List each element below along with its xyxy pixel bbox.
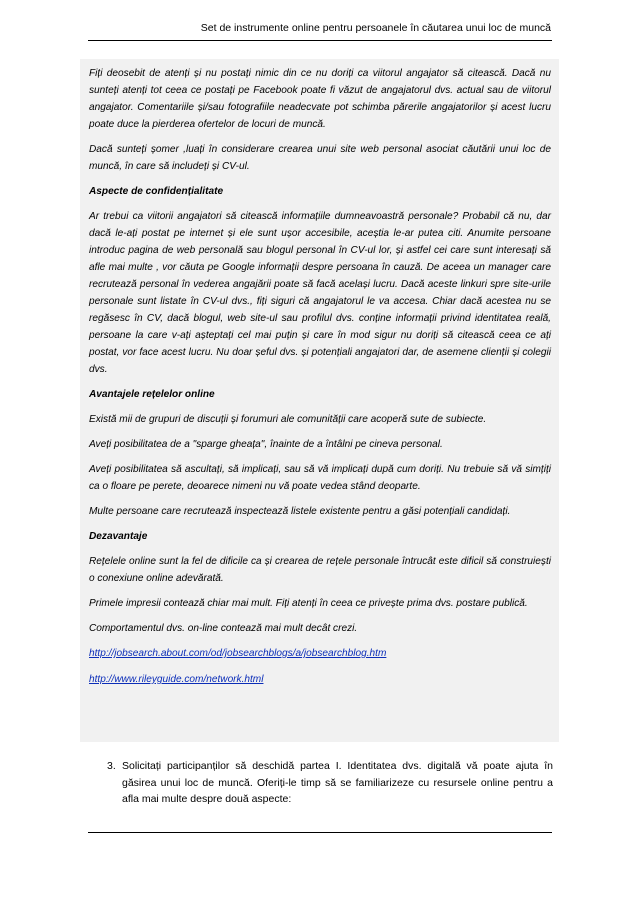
paragraph-privacy: Ar trebui ca viitorii angajatori să citească informațiile dumneavoastră personale? Probabil că nu, dar dacă le-ați postat pe internet și ele sunt ușor accesibile, aceștia le-ar putea citi. Anumite persoane introduc pagina de web personală sau blogul personal în CV-ul lor, și astfel cei care sunt interesați să afle mai multe , vor căuta pe Google informații despre persoana în cauză. De aceea un manager care recrutează personal în vederea angajării poate să facă același lucru. Dacă aceste linkuri spre site-urile personale sunt listate în CV-ul dvs., fiți siguri că angajatorul le va accesa. Chiar dacă acestea nu se regăsesc în CV, dacă blogul, web site-ul sau profilul dvs. conține informații privind identitatea reală, persoane la care v-ați așteptați cel mai puțin și care în mod sigur nu doriți să citească ceea ce ați postat, vor face acest lucru. Nu doar șeful dvs. și potențiali angajatori dar, de asemene clienții și colegii dvs. bbox=[89, 211, 551, 375]
paragraph-advantage-icebreak: Aveți posibilitatea de a "sparge gheața", înainte de a întâlni pe cineva personal. bbox=[89, 439, 443, 450]
heading-advantages: Avantajele rețelelor online bbox=[89, 389, 215, 400]
list-item-text: Solicitați participanților să deschidă partea I. Identitatea dvs. digitală vă poate ajuta în găsirea unui loc de muncă. Oferiți-le timp să se familiarizeze cu resursele online pentru a afla mai multe despre două aspecte: bbox=[122, 760, 553, 805]
paragraph-advantage-groups: Există mii de grupuri de discuții și forumuri ale comunității care acoperă sute de subiecte. bbox=[89, 414, 487, 425]
link-rileyguide[interactable]: http://www.rileyguide.com/network.html bbox=[89, 674, 264, 685]
footer-divider bbox=[88, 832, 552, 833]
header-divider bbox=[88, 40, 552, 41]
numbered-list-item bbox=[107, 758, 553, 808]
heading-disadvantages: Dezavantaje bbox=[89, 531, 148, 542]
paragraph-disadvantage-impressions: Primele impresii contează chiar mai mult. Fiți atenți în ceea ce privește prima dvs. postare publică. bbox=[89, 598, 528, 609]
link-jobsearch-about[interactable]: http://jobsearch.about.com/od/jobsearchblogs/a/jobsearchblog.htm bbox=[89, 648, 387, 659]
paragraph-personal-site: Dacă sunteți șomer ,luați în considerare crearea unui site web personal asociat căutării unui loc de muncă, în care să includeți și CV-ul. bbox=[89, 144, 551, 172]
paragraph-advantage-recruiters: Multe persoane care recrutează inspectează listele existente pentru a găsi potențiali candidați. bbox=[89, 506, 511, 517]
page-header: Set de instrumente online pentru persoanele în căutarea unui loc de muncă bbox=[200, 22, 551, 34]
info-box bbox=[80, 59, 559, 742]
list-number: 3. bbox=[107, 760, 116, 772]
paragraph-disadvantage-difficult: Rețelele online sunt la fel de dificile ca și crearea de rețele personale întrucât este dificil să construiești o conexiune online adevărată. bbox=[89, 556, 551, 584]
paragraph-disadvantage-behavior: Comportamentul dvs. on-line contează mai mult decât crezi. bbox=[89, 623, 358, 634]
heading-privacy: Aspecte de confidențialitate bbox=[89, 186, 224, 197]
paragraph-careful-posting: Fiți deosebit de atenți și nu postați nimic din ce nu doriți ca viitorul angajator să citească. Dacă nu sunteți atenți tot ceea ce postați pe Facebook poate fi văzut de angajatorul dvs. actual sau de viitorul angajator. Comentariile și/sau fotografiile neadecvate pot schimba părerile angajatorilor și acest lucru poate duce la pierderea ofertelor de locuri de muncă. bbox=[89, 68, 551, 130]
paragraph-advantage-listen: Aveți posibilitatea să ascultați, să implicați, sau să vă implicați după cum doriți. Nu trebuie să vă simțiți ca o floare pe perete, deoarece nimeni nu vă poate vedea stând deoparte. bbox=[89, 464, 551, 492]
